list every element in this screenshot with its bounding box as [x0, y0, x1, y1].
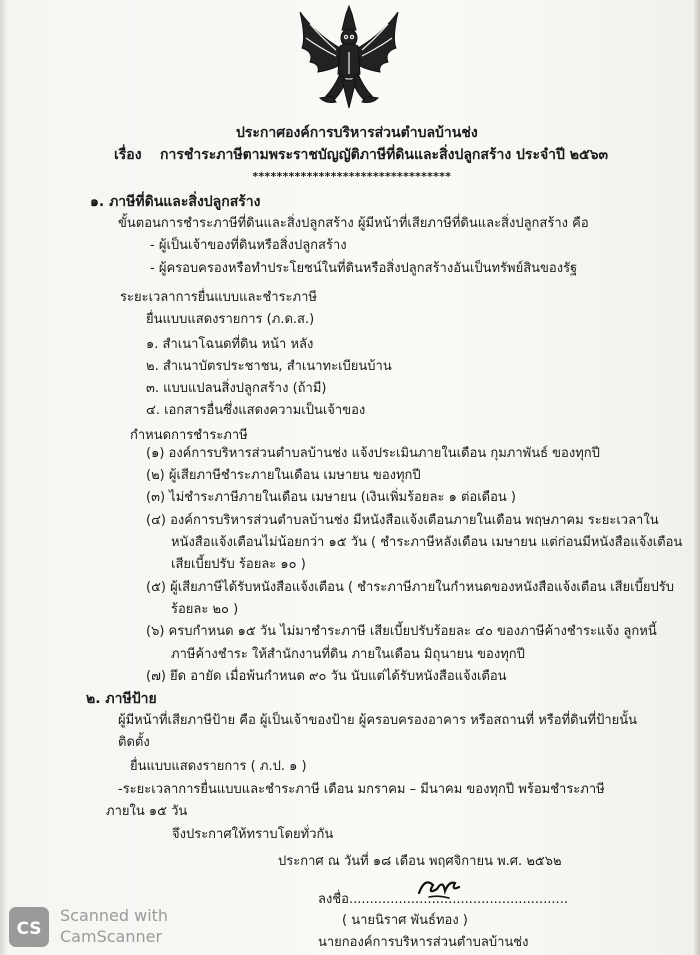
form-title: ยื่นแบบแสดงรายการ (ภ.ด.ส.) [146, 312, 315, 327]
section1-heading: ๑. ภาษีที่ดินและสิ่งปลูกสร้าง [90, 194, 261, 210]
sign-tax-payer-line: ติดตั้ง [118, 735, 150, 750]
sign-tax-form: ยื่นแบบแสดงรายการ ( ภ.ป. ๑ ) [130, 759, 307, 774]
sign-tax-period: -ระยะเวลาการยื่นแบบและชำระภาษี เดือน มกราคม – มีนาคม ของทุกปี พร้อมชำระภาษี [118, 782, 605, 797]
schedule-item-cont: เสียเบี้ยปรับ ร้อยละ ๑๐ ) [171, 557, 306, 572]
subject-label: เรื่อง [114, 147, 142, 163]
camscanner-logo-icon [8, 906, 50, 948]
schedule-item: (๒) ผู้เสียภาษีชำระภายในเดือน เมษายน ของทุกปี [146, 468, 421, 483]
payer-item: - ผู้ครอบครองหรือทำประโยชน์ในที่ดินหรือสิ่งปลูกสร้างอันเป็นทรัพย์สินของรัฐ [150, 261, 578, 276]
section1-intro: ขั้นตอนการชำระภาษีที่ดินและสิ่งปลูกสร้าง ผู้มีหน้าที่เสียภาษีที่ดินและสิ่งปลูกสร้าง คือ [118, 216, 589, 231]
schedule-item-cont: หนังสือแจ้งเตือนไม่น้อยกว่า ๑๕ วัน ( ชำระภาษีหลังเดือน เมษายน แต่ก่อนมีหนังสือแจ้งเตือน [171, 535, 683, 550]
schedule-item: (๓) ไม่ชำระภาษีภายในเดือน เมษายน (เงินเพิ่มร้อยละ ๑ ต่อเดือน ) [146, 490, 516, 505]
schedule-item: (๗) ยึด อายัด เมื่อพ้นกำหนด ๙๐ วัน นับแต่ได้รับหนังสือแจ้งเตือน [146, 669, 507, 684]
announcement-date: ประกาศ ณ วันที่ ๑๘ เดือน พฤศจิกายน พ.ศ. ๒๕๖๒ [278, 854, 562, 869]
signer-position: นายกองค์การบริหารส่วนตำบลบ้านช่ง [318, 935, 529, 950]
signer-name: ( นายนิราศ พันธ์ทอง ) [342, 913, 468, 928]
payer-item: - ผู้เป็นเจ้าของที่ดินหรือสิ่งปลูกสร้าง [150, 238, 347, 253]
garuda-emblem-icon [296, 4, 402, 114]
period-title: ระยะเวลาการยื่นแบบและชำระภาษี [120, 290, 317, 305]
header-divider: ********************************* [252, 170, 451, 183]
schedule-item: (๕) ผู้เสียภาษีได้รับหนังสือแจ้งเตือน ( ชำระภาษีภายในกำหนดของหนังสือแจ้งเตือน เสียเบี้ยปรับ [146, 580, 674, 595]
schedule-item: (๖) ครบกำหนด ๑๕ วัน ไม่มาชำระภาษี เสียเบี้ยปรับร้อยละ ๔๐ ของภาษีค้างชำระแจ้ง ลูกหนี้ [146, 624, 657, 639]
signature-line: ลงชื่อ..................................................... [318, 892, 568, 907]
doc-item: ๑. สำเนาโฉนดที่ดิน หน้า หลัง [146, 337, 314, 352]
doc-item: ๔. เอกสารอื่นซึ่งแสดงความเป็นเจ้าของ [146, 403, 366, 418]
camscanner-logo-text: CS [16, 919, 42, 939]
schedule-item-cont: ภาษีค้างชำระ ให้สำนักงานที่ดิน ภายในเดือน มิถุนายน ของทุกปี [171, 647, 525, 662]
schedule-item: (๔) องค์การบริหารส่วนตำบลบ้านช่ง มีหนังสือแจ้งเตือนภายในเดือน พฤษภาคม ระยะเวลาใน [146, 513, 659, 528]
document-title: ประกาศองค์การบริหารส่วนตำบลบ้านช่ง [236, 125, 478, 141]
paper-edge [694, 0, 700, 955]
sign-tax-payer-line: ผู้มีหน้าที่เสียภาษีป้าย คือ ผู้เป็นเจ้าของป้าย ผู้ครอบครองอาคาร หรือสถานที่ หรือที่ดินที่ป้ายนั้น [118, 713, 638, 728]
section2-heading: ๒. ภาษีป้าย [86, 691, 157, 707]
sign-tax-period: ภายใน ๑๕ วัน [106, 804, 188, 819]
doc-item: ๓. แบบแปลนสิ่งปลูกสร้าง (ถ้ามี) [146, 381, 327, 396]
announce-line: จึงประกาศให้ทราบโดยทั่วกัน [172, 827, 334, 842]
subject-text: การชำระภาษีตามพระราชบัญญัติภาษีที่ดินและสิ่งปลูกสร้าง ประจำปี ๒๕๖๓ [160, 147, 609, 163]
doc-item: ๒. สำเนาบัตรประชาชน, สำเนาทะเบียนบ้าน [146, 359, 392, 374]
watermark-line1: Scanned with [60, 906, 169, 925]
schedule-title: กำหนดการชำระภาษี [130, 428, 248, 443]
watermark-line2: CamScanner [60, 927, 163, 946]
schedule-item: (๑) องค์การบริหารส่วนตำบลบ้านช่ง แจ้งประเมินภายในเดือน กุมภาพันธ์ ของทุกปี [146, 446, 600, 461]
schedule-item-cont: ร้อยละ ๒๐ ) [171, 602, 239, 617]
